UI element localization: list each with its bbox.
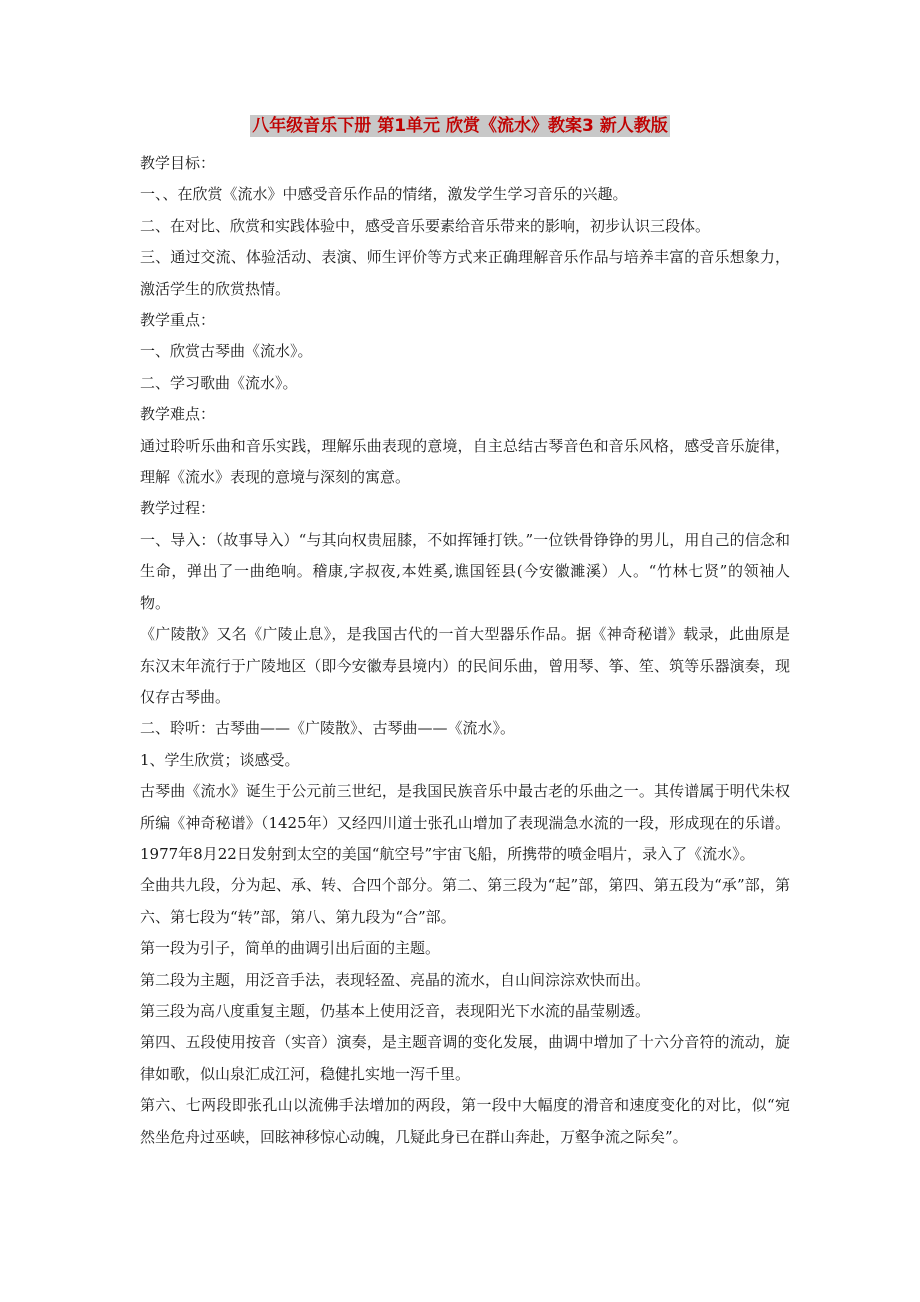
process-intro: 一、导入：（故事导入）“与其向权贵屈膝，不如挥锤打铁。”一位铁骨铮铮的男儿，用自己的信念和生命，弹出了一曲绝响。稽康,字叔夜,本姓奚,谯国铚县(今安徽濉溪）人。“竹林七贤”的领袖人物。 [140, 530, 790, 612]
section-2: 第二段为主题，用泛音手法，表现轻盈、亮晶的流水，自山间淙淙欢快而出。 [140, 970, 651, 989]
objective-3: 三、通过交流、体验活动、表演、师生评价等方式来正确理解音乐作品与培养丰富的音乐想象力，激活学生的欣赏热情。 [140, 248, 790, 298]
objective-2: 二、在对比、欣赏和实践体验中，感受音乐要素给音乐带来的影响，初步认识三段体。 [140, 216, 711, 235]
document-body [140, 148, 790, 1153]
structure-overview: 全曲共九段，分为起、承、转、合四个部分。第二、第三段为“起”部，第四、第五段为“承”部，第六、第七段为“转”部，第八、第九段为“合”部。 [140, 876, 790, 926]
objective-1: 一、、在欣赏《流水》中感受音乐作品的情绪，激发学生学习音乐的兴趣。 [140, 185, 628, 204]
section-1: 第一段为引子，简单的曲调引出后面的主题。 [140, 939, 441, 958]
process-listening: 二、聆听：古琴曲——《广陵散》、古琴曲——《流水》。 [140, 719, 516, 738]
document-title [0, 113, 920, 139]
heading-process: 教学过程： [140, 499, 216, 518]
section-6-7: 第六、七两段即张孔山以流佛手法增加的两段，第一段中大幅度的滑音和速度变化的对比，似“宛然坐危舟过巫峡，回眩神移惊心动魄，几疑此身已在群山奔赴，万壑争流之际矣”。 [140, 1096, 790, 1146]
heading-key-points: 教学重点： [140, 311, 216, 330]
key-point-1: 一、欣赏古琴曲《流水》。 [140, 342, 313, 361]
key-point-2: 二、学习歌曲《流水》。 [140, 373, 298, 392]
section-3: 第三段为高八度重复主题，仍基本上使用泛音，表现阳光下水流的晶莹剔透。 [140, 1001, 651, 1020]
listening-step-1: 1、学生欣赏；谈感受。 [140, 750, 300, 769]
liushui-history: 古琴曲《流水》诞生于公元前三世纪，是我国民族音乐中最古老的乐曲之一。其传谱属于明代朱权所编《神奇秘谱》（1425年）又经四川道士张孔山增加了表现湍急水流的一段，形成现在的乐谱。1977年8月22日发射到太空的美国“航空号”宇宙飞船，所携带的喷金唱片，录入了《流水》。 [140, 782, 790, 863]
heading-difficulties: 教学难点： [140, 405, 216, 424]
section-4-5: 第四、五段使用按音（实音）演奏，是主题音调的变化发展，曲调中增加了十六分音符的流动，旋律如歌，似山泉汇成江河，稳健扎实地一泻千里。 [140, 1033, 790, 1083]
guangling-san-description: 《广陵散》又名《广陵止息》，是我国古代的一首大型器乐作品。据《神奇秘谱》载录，此曲原是东汉末年流行于广陵地区（即今安徽寿县境内）的民间乐曲，曾用琴、筝、笙、筑等乐器演奏，现仅存古琴曲。 [140, 625, 790, 706]
heading-objectives: 教学目标： [140, 154, 216, 172]
difficulty-text: 通过聆听乐曲和音乐实践，理解乐曲表现的意境，自主总结古琴音色和音乐风格，感受音乐旋律，理解《流水》表现的意境与深刻的寓意。 [140, 436, 790, 487]
document-title-text: 八年级音乐下册 第1单元 欣赏《流水》教案3 新人教版 [252, 116, 668, 136]
